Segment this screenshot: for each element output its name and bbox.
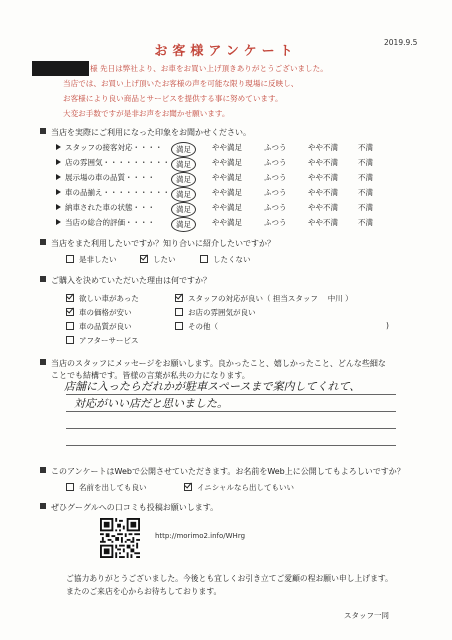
ruled-line bbox=[66, 445, 396, 446]
rating-option-selected[interactable]: 満足 bbox=[171, 217, 196, 232]
rating-option[interactable]: やや不満 bbox=[308, 188, 338, 197]
reason-option-aftercare[interactable]: アフターサービス bbox=[66, 335, 138, 346]
rating-row: 当店の総合的評価・・・・ bbox=[56, 217, 155, 229]
question-message-heading: 当店のスタッフにメッセージをお願いします。良かったこと、嬉しかったこと、どんな些細な bbox=[40, 358, 386, 369]
rating-option[interactable]: ふつう bbox=[264, 158, 287, 167]
other-close-paren: ) bbox=[386, 321, 389, 330]
checkbox-checked[interactable] bbox=[66, 308, 74, 316]
triangle-bullet-icon bbox=[56, 159, 61, 165]
closing-message-line: またのご来店を心からお待ちしております。 bbox=[66, 587, 222, 596]
rating-row: 店の雰囲気・・・・・・・・・ bbox=[56, 157, 170, 169]
handwritten-message-line: 店舗に入ったらだれかが駐車スペースまで案内してくれて、 bbox=[64, 380, 361, 393]
rating-row: 納車された車の状態・・・ bbox=[56, 202, 155, 214]
revisit-option-yes[interactable]: したい bbox=[140, 254, 176, 265]
question-impression-heading: 当店を実際にご利用になった印象をお聞かせください。 bbox=[40, 127, 251, 138]
square-bullet-icon bbox=[40, 503, 46, 509]
rating-option[interactable]: ふつう bbox=[264, 143, 287, 152]
square-bullet-icon bbox=[40, 128, 46, 134]
rating-option[interactable]: やや満足 bbox=[212, 203, 242, 212]
checkbox-checked[interactable] bbox=[175, 294, 183, 302]
checkbox[interactable] bbox=[66, 483, 74, 491]
publish-option-name[interactable]: 名前を出しても良い bbox=[66, 482, 147, 493]
rating-option[interactable]: ふつう bbox=[264, 173, 287, 182]
rating-option[interactable]: やや満足 bbox=[212, 158, 242, 167]
question-revisit-heading: 当店をまた利用したいですか？知り合いに紹介したいですか？ bbox=[40, 238, 275, 249]
reason-option-price[interactable]: 車の価格が安い bbox=[66, 307, 132, 318]
checkbox-checked[interactable] bbox=[140, 255, 148, 263]
rating-option[interactable]: やや満足 bbox=[212, 173, 242, 182]
triangle-bullet-icon bbox=[56, 204, 61, 210]
intro-line: 当店では、お買い上げ頂いたお客様の声を可能な限り現場に反映し、 bbox=[63, 79, 299, 88]
intro-line: 様 先日は弊社より、お車をお買い上げ頂きありがとうございました。 bbox=[90, 64, 328, 73]
reason-option-other[interactable]: その他（ bbox=[175, 321, 218, 332]
rating-option[interactable]: 不満 bbox=[358, 173, 373, 182]
rating-option[interactable]: やや不満 bbox=[308, 218, 338, 227]
checkbox-checked[interactable] bbox=[66, 294, 74, 302]
rating-option[interactable]: やや不満 bbox=[308, 143, 338, 152]
question-message-heading-cont: ことでも結構です。皆様の言葉が私共の力になります。 bbox=[51, 371, 250, 380]
rating-option[interactable]: やや不満 bbox=[308, 158, 338, 167]
checkbox[interactable] bbox=[175, 308, 183, 316]
rating-option[interactable]: やや不満 bbox=[308, 173, 338, 182]
rating-option[interactable]: ふつう bbox=[264, 218, 287, 227]
rating-option-selected[interactable]: 満足 bbox=[171, 172, 196, 187]
ruled-line bbox=[66, 411, 396, 412]
reason-option-staff[interactable]: スタッフの対応が良い（ 担当スタッフ 中川 ） bbox=[175, 293, 353, 304]
square-bullet-icon bbox=[40, 239, 46, 245]
rating-row: 展示場の車の品質・・・・ bbox=[56, 172, 155, 184]
rating-option[interactable]: やや満足 bbox=[212, 218, 242, 227]
rating-option[interactable]: ふつう bbox=[264, 188, 287, 197]
ruled-line bbox=[66, 394, 396, 395]
rating-option[interactable]: 不満 bbox=[358, 218, 373, 227]
rating-option[interactable]: 不満 bbox=[358, 203, 373, 212]
qr-code-icon[interactable] bbox=[100, 518, 140, 558]
handwritten-message-line: 対応がいい店だと思いました。 bbox=[74, 397, 228, 410]
reason-option-atmosphere[interactable]: お店の雰囲気が良い bbox=[175, 307, 256, 318]
intro-line: 大変お手数ですが是非お声をお聞かせ願います。 bbox=[63, 109, 230, 118]
checkbox[interactable] bbox=[66, 322, 74, 330]
ruled-line bbox=[66, 428, 396, 429]
rating-option[interactable]: やや不満 bbox=[308, 203, 338, 212]
reason-option-quality[interactable]: 車の品質が良い bbox=[66, 321, 132, 332]
triangle-bullet-icon bbox=[56, 144, 61, 150]
triangle-bullet-icon bbox=[56, 174, 61, 180]
signoff: スタッフ一同 bbox=[344, 611, 389, 620]
checkbox[interactable] bbox=[175, 322, 183, 330]
rating-option[interactable]: ふつう bbox=[264, 203, 287, 212]
redacted-customer-name bbox=[32, 61, 89, 76]
question-publish-heading: このアンケートはWebで公開させていただきます。お名前をWeb上に公開してもよろしいですか？ bbox=[40, 466, 405, 477]
rating-row: 車の品揃え・・・・・・・・・ bbox=[56, 187, 170, 199]
checkbox[interactable] bbox=[66, 336, 74, 344]
triangle-bullet-icon bbox=[56, 219, 61, 225]
square-bullet-icon bbox=[40, 467, 46, 473]
square-bullet-icon bbox=[40, 359, 46, 365]
closing-message-line: ご協力ありがとうございました。今後とも宜しくお引き立てご愛顧の程お願い申し上げます。 bbox=[66, 574, 393, 583]
reason-option-wanted-car[interactable]: 欲しい車があった bbox=[66, 293, 139, 304]
revisit-option-definitely[interactable]: 是非したい bbox=[66, 254, 117, 265]
publish-option-initials[interactable]: イニシャルなら出してもいい bbox=[184, 482, 294, 493]
checkbox-checked[interactable] bbox=[184, 483, 192, 491]
rating-option-selected[interactable]: 満足 bbox=[171, 202, 196, 217]
rating-option[interactable]: 不満 bbox=[358, 158, 373, 167]
rating-option[interactable]: やや満足 bbox=[212, 143, 242, 152]
rating-option[interactable]: やや満足 bbox=[212, 188, 242, 197]
rating-option[interactable]: 不満 bbox=[358, 143, 373, 152]
revisit-option-no[interactable]: したくない bbox=[200, 254, 251, 265]
square-bullet-icon bbox=[40, 276, 46, 282]
page-title: お客様アンケート bbox=[154, 44, 298, 59]
question-google-review-heading: ぜひグーグルへの口コミも投稿お願いします。 bbox=[40, 502, 218, 513]
intro-line: お客様により良い商品とサービスを提供する事に努めています。 bbox=[63, 94, 283, 103]
triangle-bullet-icon bbox=[56, 189, 61, 195]
rating-row: スタッフの接客対応・・・・ bbox=[56, 142, 163, 154]
rating-option[interactable]: 不満 bbox=[358, 188, 373, 197]
rating-option-selected[interactable]: 満足 bbox=[171, 142, 196, 157]
rating-option-selected[interactable]: 満足 bbox=[171, 187, 196, 202]
google-review-link[interactable]: http://morimo2.info/WHrg bbox=[155, 532, 246, 540]
rating-option-selected[interactable]: 満足 bbox=[171, 157, 196, 172]
checkbox[interactable] bbox=[66, 255, 74, 263]
question-reason-heading: ご購入を決めていただいた理由は何ですか？ bbox=[40, 275, 211, 286]
checkbox[interactable] bbox=[200, 255, 208, 263]
survey-date: 2019.9.5 bbox=[384, 38, 418, 47]
